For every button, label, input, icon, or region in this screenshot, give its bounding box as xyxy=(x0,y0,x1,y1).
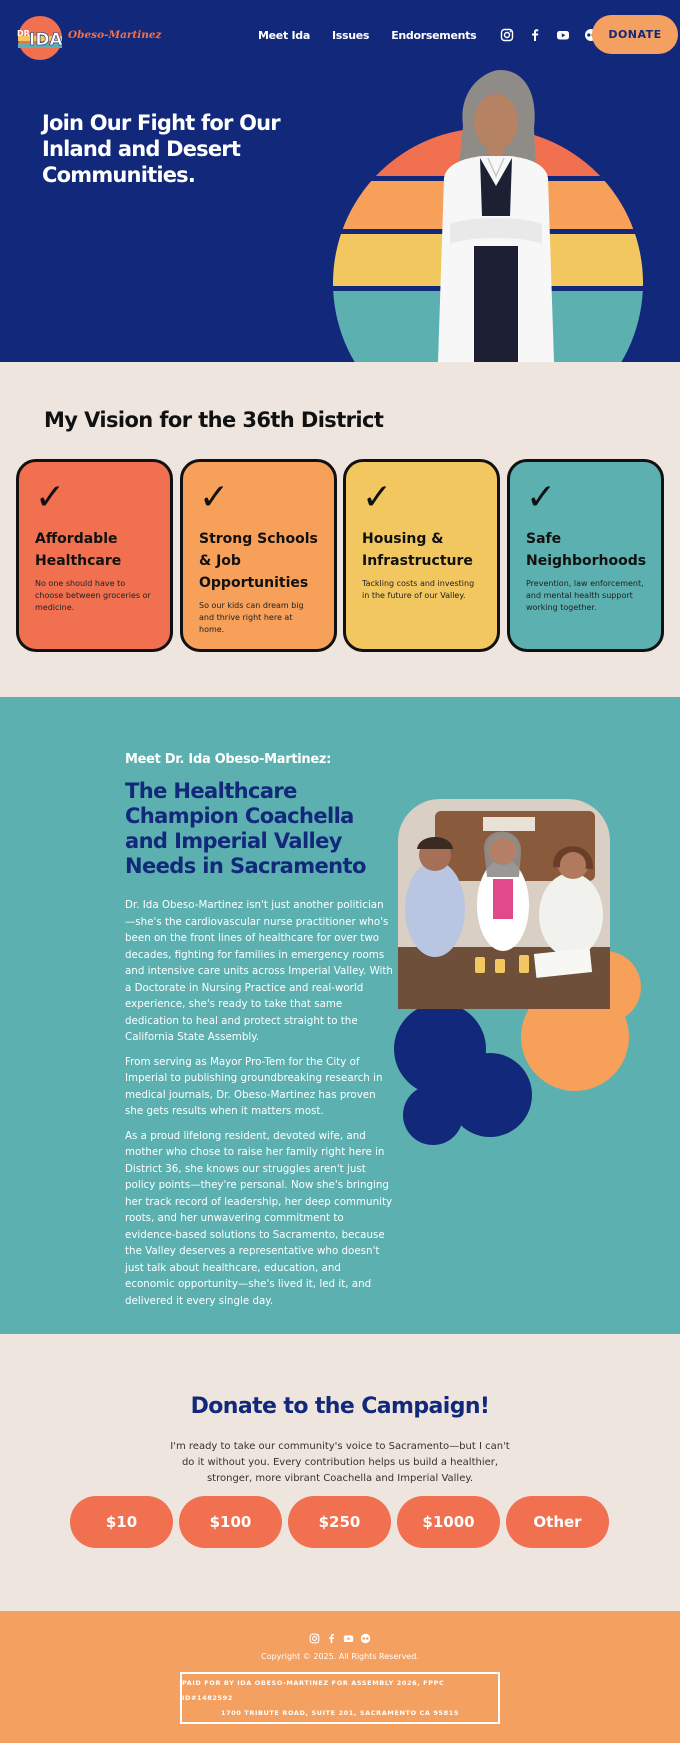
meet-paragraph: From serving as Mayor Pro-Tem for the City of Imperial to publishing groundbreaking research in medical journals, Dr. Obeso-Martinez has proven she gets results when it matters most. xyxy=(125,1055,383,1117)
donation-amounts xyxy=(70,1496,609,1548)
youtube-icon[interactable] xyxy=(343,1633,354,1644)
footer xyxy=(0,1611,680,1743)
logo-surname: Obeso-Martinez xyxy=(68,29,162,41)
donate-10-button[interactable]: $10 xyxy=(70,1496,173,1548)
card-description: Prevention, law enforcement, and mental health support working together. xyxy=(526,579,644,612)
nav-endorsements[interactable]: Endorsements xyxy=(391,28,477,42)
card-description: So our kids can dream big and thrive right here at home. xyxy=(199,601,304,634)
nav-meet-ida[interactable]: Meet Ida xyxy=(258,28,310,42)
vision-card-healthcare xyxy=(16,459,173,652)
vision-card-housing xyxy=(343,459,500,652)
card-description: Tackling costs and investing in the future of our Valley. xyxy=(362,579,475,600)
youtube-icon[interactable] xyxy=(556,28,570,42)
logo-name: IDA xyxy=(29,30,63,50)
footer-social-links xyxy=(309,1633,371,1644)
donate-1000-button[interactable]: $1000 xyxy=(397,1496,500,1548)
donate-text: I'm ready to take our community's voice to Sacramento—but I can't do it without you. Every contribution helps us build a healthier, stronger, more vibrant Coachella and Imperial Valley. xyxy=(170,1441,510,1484)
family-photo xyxy=(398,799,610,1009)
meet-body xyxy=(125,897,393,1317)
decorative-blobs-with-photo xyxy=(395,797,645,1137)
meet-title: The Healthcare Champion Coachella and Imperial Valley Needs in Sacramento xyxy=(125,779,366,878)
card-title: Housing & Infrastructure xyxy=(362,531,473,569)
meet-section xyxy=(0,697,680,1334)
donate-100-button[interactable]: $100 xyxy=(179,1496,282,1548)
copyright-text: Copyright © 2025. All Rights Reserved. xyxy=(261,1652,419,1661)
disclaimer-line: PAID FOR BY IDA OBESO-MARTINEZ FOR ASSEMBLY 2026, FPPC ID#1482592 xyxy=(182,1678,445,1702)
nav-issues[interactable]: Issues xyxy=(331,28,370,42)
navy-blob xyxy=(403,1085,463,1145)
meet-paragraph: As a proud lifelong resident, devoted wife, and mother who chose to raise her family right here in District 36, she knows our struggles aren't just policy points—they're personal. Now she's bringing her track record of leadership, her deep community roots, and her unwavering commitment to evidence-based solutions to Sacramento, because the Valley deserves a representative who doesn't just talk about healthcare, education, and economic opportunity—she's lived it, led it, and delivered it every single day. xyxy=(125,1129,393,1307)
instagram-icon[interactable] xyxy=(309,1633,320,1644)
checkmark-icon: ✓ xyxy=(362,477,393,518)
header-social-links xyxy=(500,28,598,42)
meet-paragraph: Dr. Ida Obeso-Martinez isn't just another politician—she's the cardiovascular nurse practitioner who's been on the front lines of healthcare for over two decades, fighting for families in emergency rooms and intensive care units across Imperial Valley. With a Doctorate in Nursing Practice and real-world experience, she's ready to take that same dedication to heal and protect straight to the California State Assembly. xyxy=(125,899,393,1043)
flickr-icon[interactable] xyxy=(360,1633,371,1644)
vision-title: My Vision for the 36th District xyxy=(44,408,384,432)
main-nav xyxy=(258,28,598,42)
checkmark-icon: ✓ xyxy=(35,477,66,518)
donate-button[interactable]: DONATE xyxy=(592,15,678,54)
campaign-logo[interactable] xyxy=(14,12,162,60)
donate-250-button[interactable]: $250 xyxy=(288,1496,391,1548)
facebook-icon[interactable] xyxy=(326,1633,337,1644)
card-description: No one should have to choose between groceries or medicine. xyxy=(35,579,151,612)
meet-kicker: Meet Dr. Ida Obeso-Martinez: xyxy=(125,752,332,767)
card-title: Strong Schools & Job Opportunities xyxy=(199,531,318,591)
logo-prefix: DR. xyxy=(17,29,33,38)
candidate-photo xyxy=(430,66,560,362)
facebook-icon[interactable] xyxy=(528,28,542,42)
hero-title: Join Our Fight for Our Inland and Desert Communities. xyxy=(42,111,280,187)
vision-section xyxy=(0,362,680,697)
card-title: Affordable Healthcare xyxy=(35,531,122,569)
hero-section xyxy=(0,0,680,362)
vision-card-schools xyxy=(180,459,337,652)
instagram-icon[interactable] xyxy=(500,28,514,42)
donate-other-button[interactable]: Other xyxy=(506,1496,609,1548)
donate-title: Donate to the Campaign! xyxy=(190,1394,490,1419)
checkmark-icon: ✓ xyxy=(199,477,230,518)
disclaimer-line: 1700 TRIBUTE ROAD, SUITE 201, SACRAMENTO CA 95815 xyxy=(220,1708,460,1717)
paid-for-disclaimer xyxy=(180,1672,500,1724)
card-title: Safe Neighborhoods xyxy=(526,531,647,569)
checkmark-icon: ✓ xyxy=(526,477,557,518)
vision-card-safety xyxy=(507,459,664,652)
donate-section xyxy=(0,1334,680,1611)
